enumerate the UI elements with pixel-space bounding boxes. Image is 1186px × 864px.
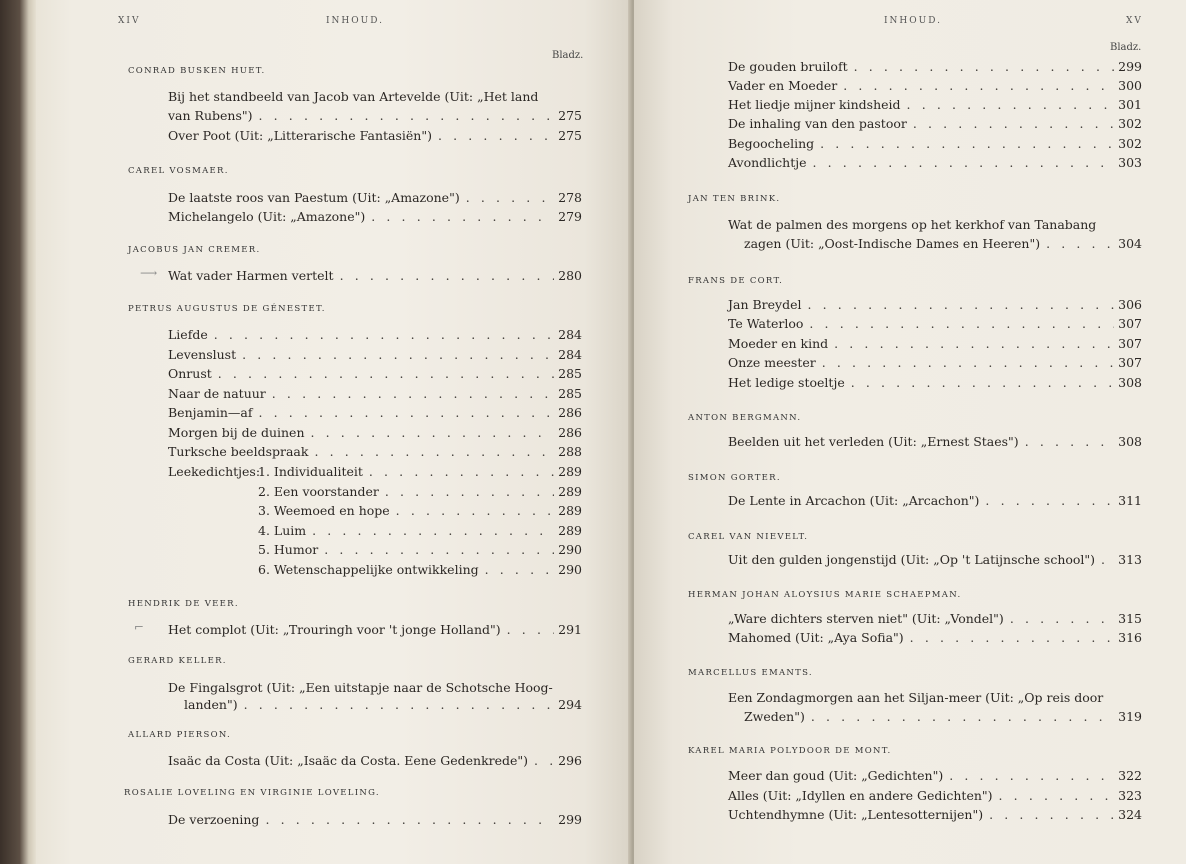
toc-page-number: 286 (558, 425, 582, 440)
toc-entry (168, 106, 582, 126)
toc-entry (728, 491, 1142, 511)
toc-entry (258, 462, 582, 482)
toc-entry-title: „Ware dichters sterven niet" (Uit: „Vondel") (728, 611, 1004, 626)
author-heading: FRANS DE CORT. (688, 276, 784, 286)
toc-entry-title: De Lente in Arcachon (Uit: „Arcachon") (728, 493, 980, 508)
right-running-head: INHOUD. (884, 16, 942, 26)
author-heading: CAREL VAN NIEVELT. (688, 532, 809, 542)
toc-entry-title: Wat vader Harmen vertelt (168, 268, 334, 283)
toc-entry-title: Naar de natuur (168, 386, 266, 401)
toc-page-number: 275 (558, 108, 582, 123)
toc-entry (168, 810, 582, 830)
toc-entry (258, 501, 582, 521)
toc-entry-title: Over Poot (Uit: „Litterarische Fantasiën") (168, 128, 432, 143)
toc-entry (168, 126, 582, 146)
author-heading: CONRAD BUSKEN HUET. (128, 66, 266, 76)
toc-page-number: 303 (1118, 155, 1142, 170)
toc-page-number: 299 (558, 812, 582, 827)
toc-entry-title: Jan Breydel (728, 297, 802, 312)
toc-entry (728, 57, 1142, 77)
pencil-mark-icon: ⟶ (140, 266, 158, 280)
toc-entry (728, 76, 1142, 96)
toc-page-number: 275 (558, 128, 582, 143)
toc-entry-title: 3. Weemoed en hope (258, 503, 390, 518)
left-bladz-label: Bladz. (552, 50, 584, 61)
left-page-number: XIV (118, 16, 141, 26)
toc-entry-title: Het complot (Uit: „Trouringh voor 't jonge Holland") (168, 622, 501, 637)
author-heading: JAN TEN BRINK. (688, 194, 781, 204)
toc-page-number: 278 (558, 190, 582, 205)
toc-entry-title: Uit den gulden jongenstijd (Uit: „Op 't Latijnsche school") (728, 552, 1096, 567)
toc-entry-line: Een Zondagmorgen aan het Siljan-meer (Uit: „Op reis door (728, 690, 1104, 705)
toc-page-number: 299 (1118, 59, 1142, 74)
leekedichtjes-label: Leekedichtjes: (168, 464, 261, 479)
toc-entry-title: van Rubens") (168, 108, 253, 123)
toc-entry (258, 521, 582, 541)
pencil-mark-icon: ⌐ (134, 620, 145, 634)
toc-page-number: 304 (1118, 236, 1142, 251)
toc-page-number: 301 (1118, 97, 1142, 112)
toc-page-number: 307 (1118, 316, 1142, 331)
toc-entry-line: Wat de palmen des morgens op het kerkhof van Tanabang (728, 217, 1097, 232)
left-running-head: INHOUD. (326, 16, 384, 26)
toc-entry (258, 540, 582, 560)
toc-entry-title: 6. Wetenschappelijke ontwikkeling (258, 562, 479, 577)
toc-entry-line: Bij het standbeeld van Jacob van Artevelde (Uit: „Het land (168, 89, 539, 104)
toc-page-number: 290 (558, 562, 582, 577)
toc-entry (168, 188, 582, 208)
toc-entry (728, 114, 1142, 134)
toc-page-number: 306 (1118, 297, 1142, 312)
toc-entry (168, 620, 582, 640)
toc-entry (728, 786, 1142, 806)
toc-page-number: 289 (558, 523, 582, 538)
toc-entry-title: Uchtendhymne (Uit: „Lentesotternijen") (728, 807, 984, 822)
toc-entry-line: De Fingalsgrot (Uit: „Een uitstapje naar de Schotsche Hoog- (168, 680, 553, 695)
toc-page-number: 285 (558, 366, 582, 381)
author-heading: GERARD KELLER. (128, 656, 227, 666)
toc-page-number: 279 (558, 209, 582, 224)
author-heading: PETRUS AUGUSTUS DE GÉNESTET. (128, 304, 326, 314)
toc-page-number: 302 (1118, 116, 1142, 131)
toc-entry-title: Vader en Moeder (728, 78, 838, 93)
author-heading: ROSALIE LOVELING EN VIRGINIE LOVELING. (124, 788, 380, 798)
toc-entry-title: Zweden") (744, 709, 805, 724)
toc-entry-title: Het liedje mijner kindsheid (728, 97, 901, 112)
toc-entry-title: Mahomed (Uit: „Aya Sofia") (728, 630, 904, 645)
toc-page-number: 289 (558, 484, 582, 499)
toc-entry-title: Beelden uit het verleden (Uit: „Ernest Staes") (728, 434, 1019, 449)
toc-entry (744, 707, 1142, 727)
toc-page-number: 322 (1118, 768, 1142, 783)
toc-page-number: 289 (558, 503, 582, 518)
toc-entry (168, 364, 582, 384)
toc-entry-title: Alles (Uit: „Idyllen en andere Gedichten") (728, 788, 993, 803)
toc-page-number: 307 (1118, 336, 1142, 351)
book-edge (0, 0, 36, 864)
toc-page-number: 288 (558, 444, 582, 459)
toc-page-number: 286 (558, 405, 582, 420)
toc-page-number: 289 (558, 464, 582, 479)
author-heading: CAREL VOSMAER. (128, 166, 229, 176)
toc-page-number: 284 (558, 347, 582, 362)
toc-entry (728, 609, 1142, 629)
toc-page-number: 285 (558, 386, 582, 401)
toc-entry (728, 432, 1142, 452)
toc-entry (258, 560, 582, 580)
toc-entry-title: Michelangelo (Uit: „Amazone") (168, 209, 366, 224)
toc-entry-title: Turksche beeldspraak (168, 444, 309, 459)
toc-entry (728, 805, 1142, 825)
toc-page-number: 302 (1118, 136, 1142, 151)
toc-page-number: 316 (1118, 630, 1142, 645)
toc-entry (258, 482, 582, 502)
toc-page-number: 294 (558, 697, 582, 712)
author-heading: JACOBUS JAN CREMER. (128, 245, 261, 255)
toc-page-number: 291 (558, 622, 582, 637)
toc-entry-title: Avondlichtje (728, 155, 807, 170)
toc-entry (744, 234, 1142, 254)
author-heading: ANTON BERGMANN. (688, 413, 802, 423)
toc-entry-title: Levenslust (168, 347, 237, 362)
toc-entry-title: 4. Luim (258, 523, 307, 538)
toc-entry (728, 353, 1142, 373)
toc-page-number: 311 (1118, 493, 1142, 508)
right-bladz-label: Bladz. (1110, 42, 1142, 53)
toc-page-number: 324 (1118, 807, 1142, 822)
toc-page-number: 290 (558, 542, 582, 557)
left-page (36, 0, 632, 864)
right-page (634, 0, 1186, 864)
author-heading: HERMAN JOHAN ALOYSIUS MARIE SCHAEPMAN. (688, 590, 962, 600)
toc-page-number: 323 (1118, 788, 1142, 803)
toc-entry-title: Het ledige stoeltje (728, 375, 845, 390)
toc-entry (168, 442, 582, 462)
toc-entry-title: Onze meester (728, 355, 816, 370)
toc-entry (728, 153, 1142, 173)
toc-entry (168, 403, 582, 423)
toc-entry-title: Moeder en kind (728, 336, 829, 351)
toc-page-number: 296 (558, 753, 582, 768)
toc-entry-title: Begoocheling (728, 136, 815, 151)
toc-page-number: 300 (1118, 78, 1142, 93)
toc-entry-title: Morgen bij de duinen (168, 425, 305, 440)
toc-entry (728, 295, 1142, 315)
author-heading: KAREL MARIA POLYDOOR DE MONT. (688, 746, 892, 756)
toc-entry (168, 345, 582, 365)
author-heading: HENDRIK DE VEER. (128, 599, 239, 609)
toc-entry (168, 423, 582, 443)
toc-entry (728, 766, 1142, 786)
toc-entry-title: 2. Een voorstander (258, 484, 379, 499)
toc-entry-title: Liefde (168, 327, 208, 342)
toc-page-number: 308 (1118, 434, 1142, 449)
toc-entry (728, 334, 1142, 354)
toc-page-number: 284 (558, 327, 582, 342)
toc-page-number: 319 (1118, 709, 1142, 724)
toc-entry-title: De gouden bruiloft (728, 59, 848, 74)
toc-entry (168, 325, 582, 345)
toc-entry (728, 134, 1142, 154)
toc-entry-title: zagen (Uit: „Oost-Indische Dames en Heeren") (744, 236, 1041, 251)
toc-page-number: 313 (1118, 552, 1142, 567)
toc-entry-title: De verzoening (168, 812, 260, 827)
toc-entry-title: De laatste roos van Paestum (Uit: „Amazone") (168, 190, 460, 205)
toc-entry-title: 1. Individualiteit (258, 464, 363, 479)
toc-entry-title: Te Waterloo (728, 316, 804, 331)
toc-page-number: 308 (1118, 375, 1142, 390)
toc-entry (728, 550, 1142, 570)
toc-entry (728, 628, 1142, 648)
toc-entry-title: landen") (184, 697, 238, 712)
toc-entry-title: 5. Humor (258, 542, 319, 557)
toc-entry (168, 751, 582, 771)
toc-entry (168, 207, 582, 227)
toc-page-number: 315 (1118, 611, 1142, 626)
toc-entry-title: Meer dan goud (Uit: „Gedichten") (728, 768, 944, 783)
author-heading: SIMON GORTER. (688, 473, 781, 483)
toc-entry-title: Benjamin—af (168, 405, 253, 420)
toc-entry-title: Isaäc da Costa (Uit: „Isaäc da Costa. Eene Gedenkrede") (168, 753, 529, 768)
toc-entry (168, 266, 582, 286)
toc-entry-title: Onrust (168, 366, 212, 381)
author-heading: MARCELLUS EMANTS. (688, 668, 813, 678)
author-heading: ALLARD PIERSON. (128, 730, 232, 740)
toc-page-number: 280 (558, 268, 582, 283)
right-page-number: XV (1126, 16, 1143, 26)
toc-entry-title: De inhaling van den pastoor (728, 116, 907, 131)
toc-entry (184, 695, 582, 715)
toc-entry (168, 384, 582, 404)
toc-entry (728, 314, 1142, 334)
toc-entry (728, 95, 1142, 115)
toc-entry (728, 373, 1142, 393)
toc-page-number: 307 (1118, 355, 1142, 370)
